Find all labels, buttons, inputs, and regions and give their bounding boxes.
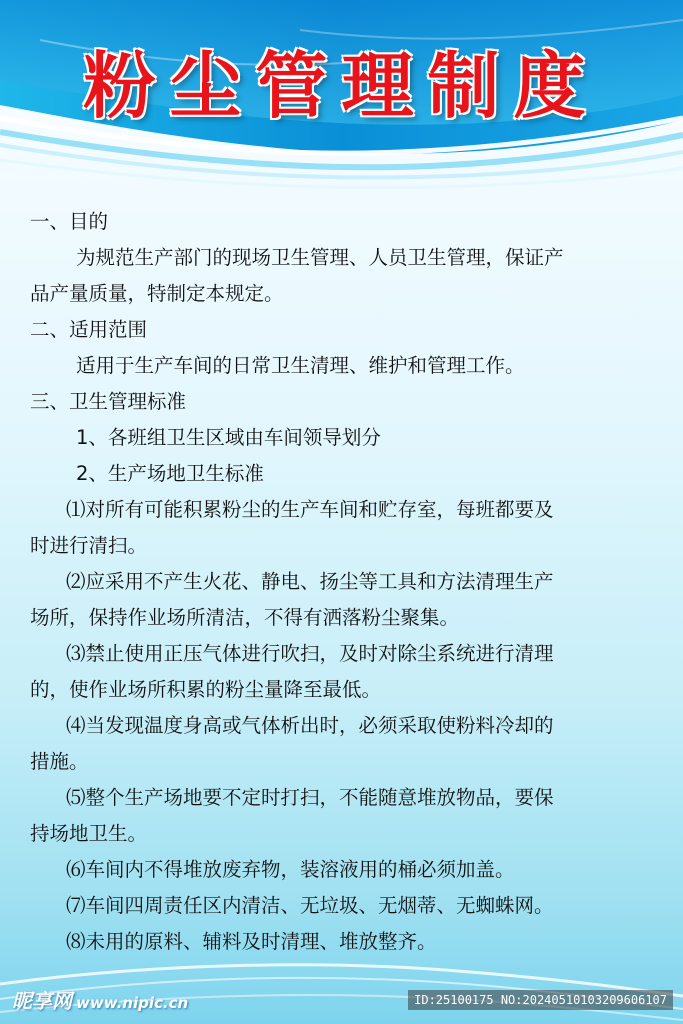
header-banner: [0, 0, 683, 200]
body-text-line: 2、生产场地卫生标准: [76, 462, 264, 485]
body-text-line: 1、各班组卫生区域由车间领导划分: [76, 426, 381, 449]
body-text-line: 场所，保持作业场所清洁，不得有洒落粉尘聚集。: [30, 606, 460, 629]
section-heading: 三、卫生管理标准: [30, 390, 187, 413]
section-heading: 一、目的: [30, 210, 109, 233]
page-title: 粉尘管理制度: [83, 43, 600, 128]
body-text-line: ⑵应采用不产生火花、静电、扬尘等工具和方法清理生产: [66, 570, 554, 593]
body-text-line: 适用于生产车间的日常卫生清理、维护和管理工作。: [76, 354, 525, 377]
section-heading: 二、适用范围: [30, 318, 148, 341]
body-text-line: ⑺车间四周责任区内清洁、无垃圾、无烟蒂、无蜘蛛网。: [66, 894, 554, 917]
body-text-line: 的，使作业场所积累的粉尘量降至最低。: [30, 678, 382, 701]
watermark-id: ID:25100175 NO:20240510103209606107: [408, 990, 673, 1010]
watermark-logo: [12, 985, 188, 1014]
body-text-line: 时进行清扫。: [30, 534, 148, 557]
body-text-line: ⑴对所有可能积累粉尘的生产车间和贮存室，每班都要及: [66, 498, 554, 521]
body-text-line: 品产量质量，特制定本规定。: [30, 282, 284, 305]
document-body: [30, 204, 655, 960]
body-text-line: ⑶禁止使用正压气体进行吹扫，及时对除尘系统进行清理: [66, 642, 554, 665]
body-text-line: 为规范生产部门的现场卫生管理、人员卫生管理，保证产: [76, 246, 564, 269]
body-text-line: 措施。: [30, 750, 89, 773]
body-text-line: ⑹车间内不得堆放废弃物，装溶液用的桶必须加盖。: [66, 858, 515, 881]
watermark-logo-text: 昵享网: [12, 989, 72, 1013]
body-text-line: ⑸整个生产场地要不定时打扫，不能随意堆放物品，要保: [66, 786, 554, 809]
body-text-line: 持场地卫生。: [30, 822, 148, 845]
body-text-line: ⑷当发现温度身高或气体析出时，必须采取使粉料冷却的: [66, 714, 554, 737]
watermark-url: www.nipic.cn: [76, 994, 189, 1012]
body-text-line: ⑻未用的原料、辅料及时清理、堆放整齐。: [66, 930, 437, 953]
